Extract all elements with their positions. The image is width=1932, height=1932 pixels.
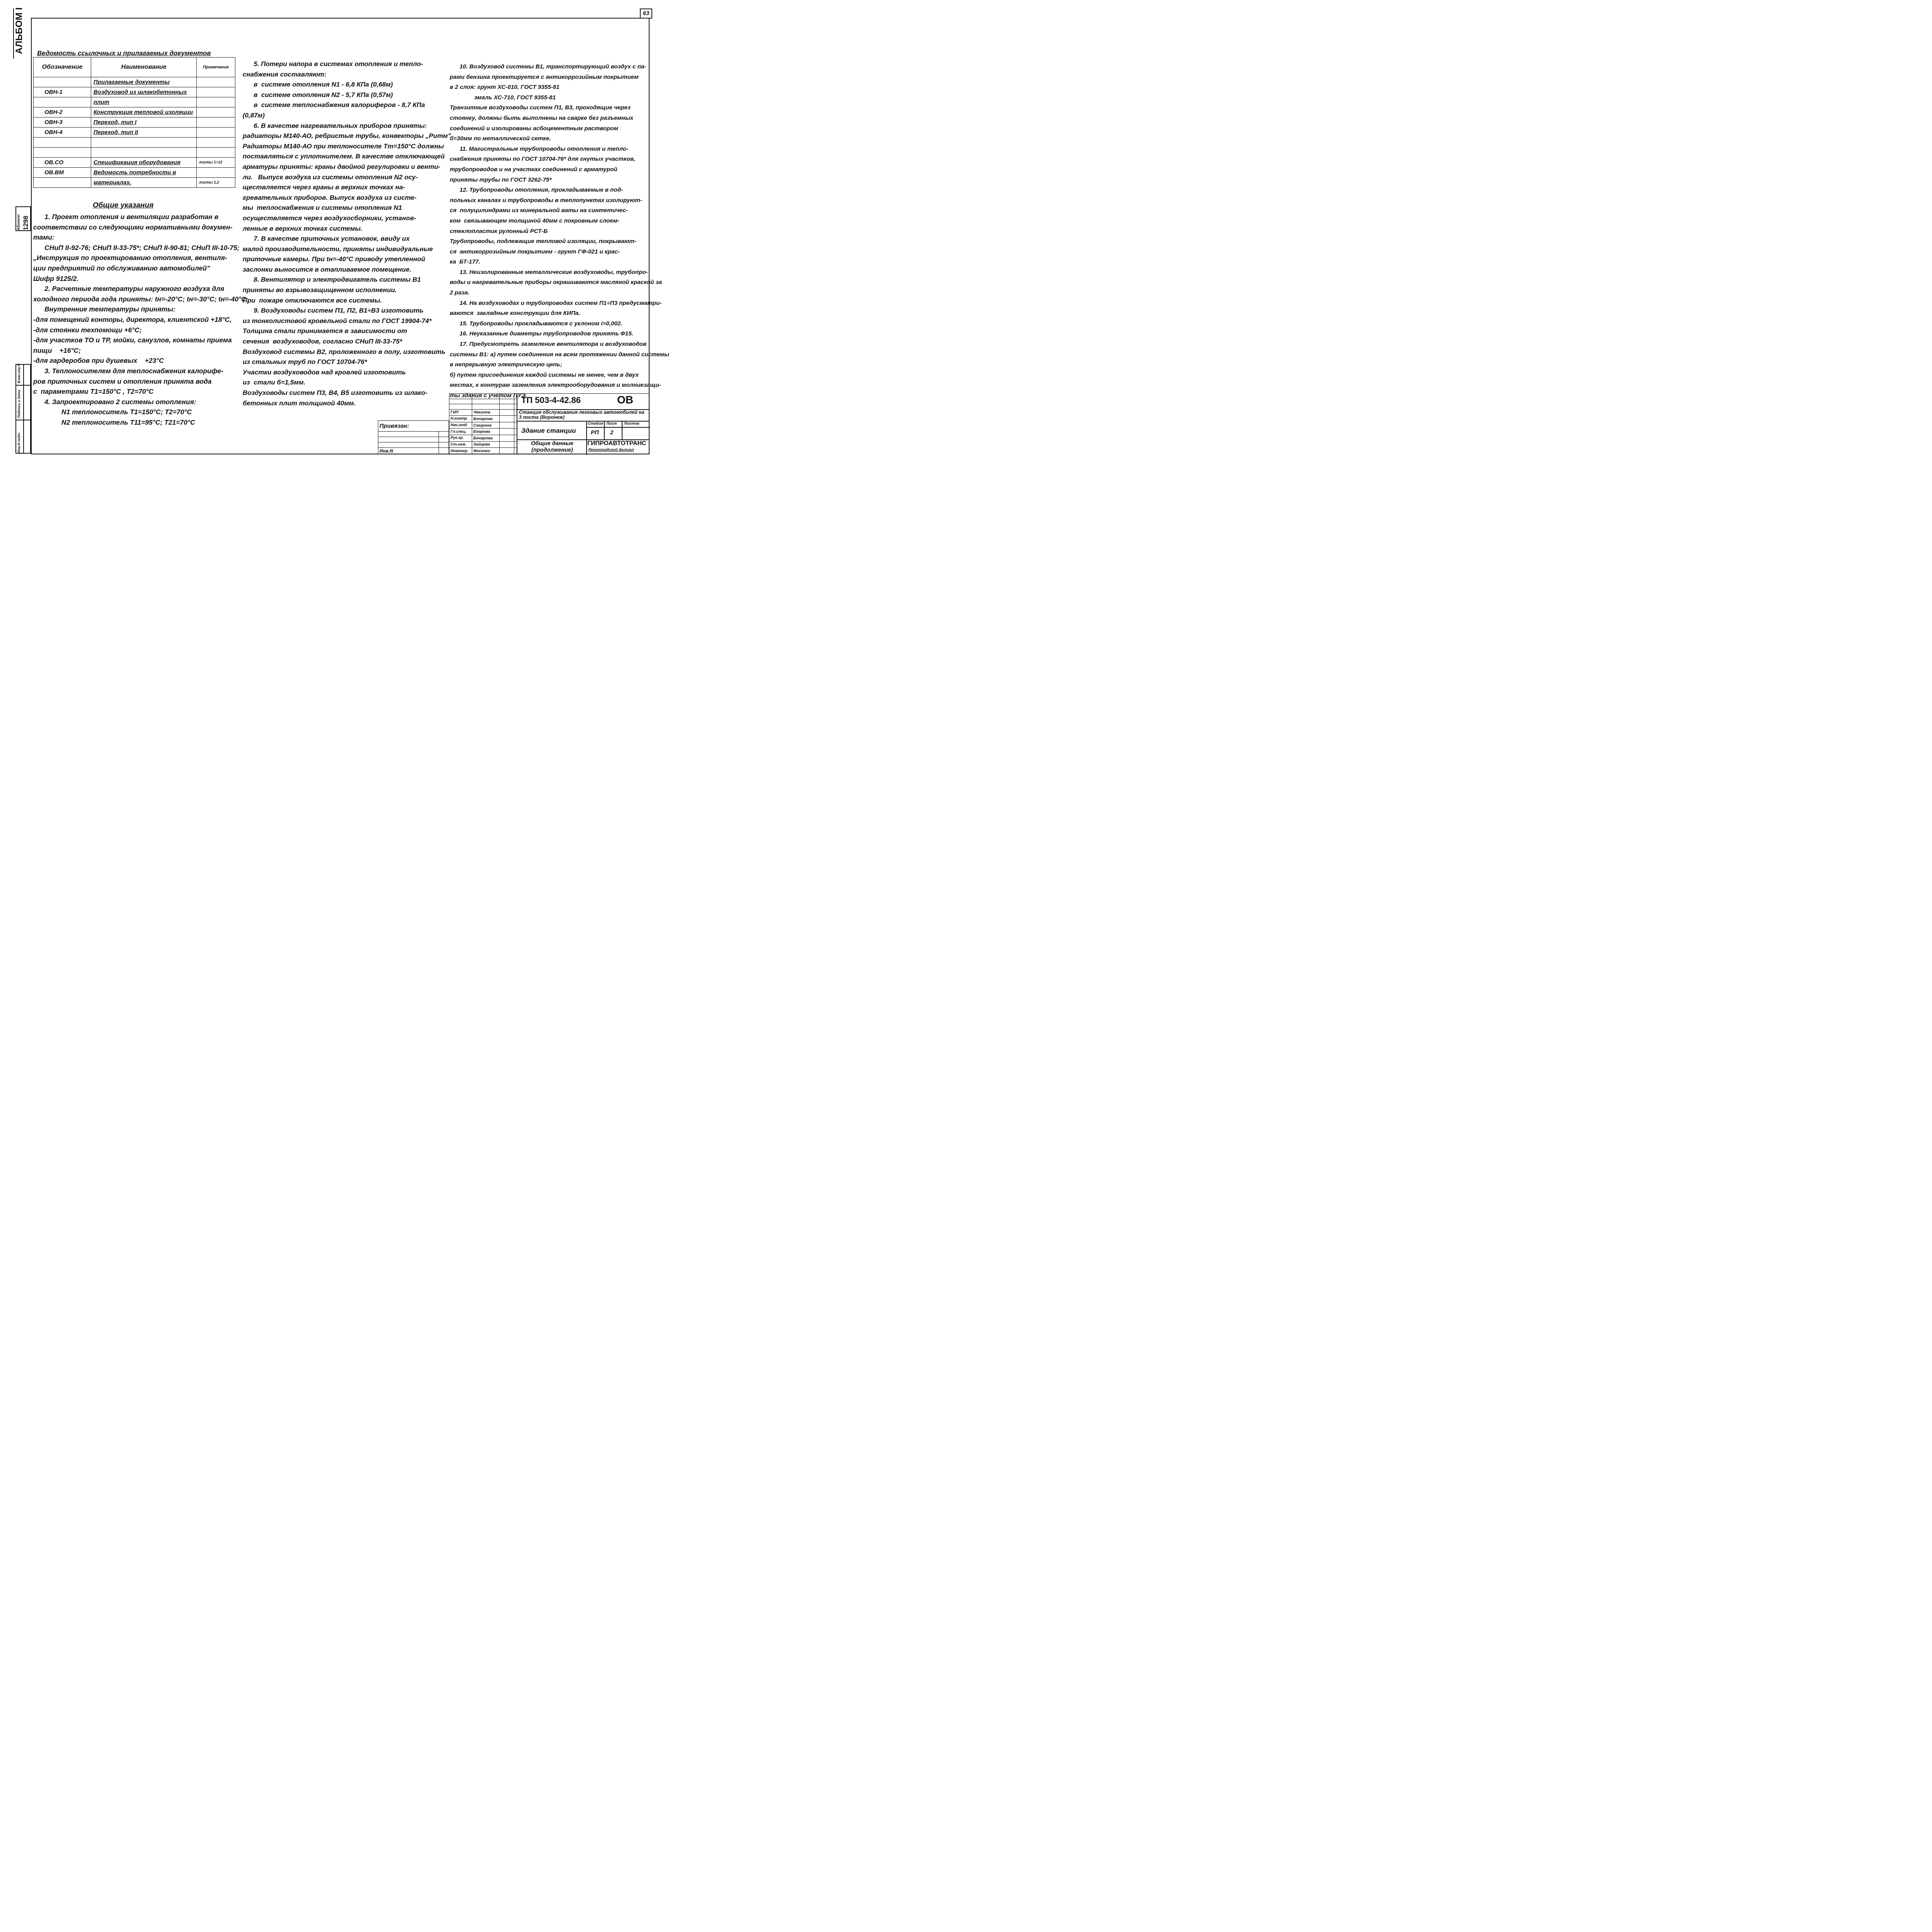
- text-line: 7. В качестве приточных установок, ввиду их: [243, 235, 410, 243]
- ref-cell-name: плит: [91, 97, 197, 107]
- ref-cell-note: [197, 77, 235, 87]
- text-line: СНиП II-92-76; СНиП II-33-75*; СНиП II-90-81; СНиП III-10-75;: [33, 243, 240, 252]
- abonent-stamp: [15, 206, 31, 231]
- org-sub: Ленинградский филиал: [588, 448, 634, 452]
- rule-vertical: [586, 421, 587, 455]
- ref-cell-code: ОВ.СО: [34, 158, 91, 168]
- text-line: „Инструкция по проектированию отопления, вентиля-: [33, 254, 227, 262]
- table-row: [34, 107, 235, 117]
- text-line: ся антикоррозийным покрытием - грунт ГФ-021 и крас-: [450, 248, 620, 255]
- signature-row: [449, 429, 517, 435]
- text-line: в системе отопления N1 - 6,8 КПа (0,68м): [243, 81, 393, 88]
- ref-cell-note: [197, 138, 235, 148]
- document-code: ТП 503-4-42.86: [521, 395, 581, 405]
- date-cell: [514, 435, 517, 442]
- text-line: рами бензина проектируется с антикоррозийным покрытием: [450, 73, 639, 80]
- text-line: системы В1: а) путем соединения на всем протяжении данной системы: [450, 351, 669, 358]
- signature-row: [449, 422, 517, 429]
- ref-table-title: Ведомость ссылочных и прилагаемых документов: [37, 49, 211, 57]
- table-row: [34, 97, 235, 107]
- text-line: холодного периода года приняты: tн=-20°С; tн=-30°С; tн=-40°С: [33, 295, 246, 303]
- text-line: трубопроводов и на участках соединений с арматурой: [450, 166, 617, 173]
- table-row: [34, 178, 235, 188]
- date-cell: [514, 441, 517, 448]
- text-line: 13. Неизолированные металлические воздуховоды, трубопро-: [450, 269, 648, 276]
- text-line: Воздуховоды систем П3, В4, В5 изготовить из шлако-: [243, 389, 427, 396]
- text-line: с параметрами Т1=150°С , Т2=70°С: [33, 388, 154, 396]
- text-line: 15. Трубопроводы прокладываются с уклоном i=0,002.: [450, 320, 622, 327]
- text-line: снабжения составляют:: [243, 70, 327, 78]
- text-line: стоянку, должны быть выполнены на сварке без разъемных: [450, 114, 634, 121]
- text-line: -для гардеробов при душевых +23°С: [33, 357, 164, 365]
- ref-cell-code: [34, 97, 91, 107]
- text-line: 3. Теплоносителем для теплоснабжения калорифе-: [33, 367, 224, 375]
- text-line: 8. Вентилятор и электродвигатель системы В1: [243, 276, 421, 284]
- table-row: [34, 128, 235, 138]
- page-number-box: 63: [640, 9, 652, 19]
- stamp-inv-label: Инв.N подл.: [17, 432, 21, 453]
- abonent-number: 1298: [22, 216, 29, 230]
- text-column-3: [450, 62, 669, 401]
- stage-value: РП: [591, 429, 599, 436]
- text-line: мы теплоснабжения и системы отопления N1: [243, 204, 402, 212]
- text-line: Шифр 9125/2.: [33, 274, 79, 282]
- table-row: [34, 77, 235, 87]
- text-line: ваются закладные конструкции для КИПа.: [450, 310, 580, 317]
- text-line: соединений и изолированы асбоцементным раствором: [450, 125, 618, 132]
- inv-label: Инв.N: [378, 448, 439, 454]
- text-line: Воздуховод системы В2, проложенного в полу, изготовить: [243, 348, 446, 355]
- role-label: Нач.отд.: [449, 422, 472, 429]
- signature-cell: [499, 422, 514, 429]
- ref-cell-code: ОВ.ВМ: [34, 168, 91, 178]
- text-line: Участки воздуховодов над кровлей изготовить: [243, 368, 406, 376]
- privyazan-table: [378, 420, 449, 454]
- role-label: ГИП: [449, 409, 472, 416]
- role-person: Бочарова: [472, 435, 499, 442]
- sheet-mark: ОВ: [617, 394, 633, 406]
- signature-row: [449, 435, 517, 442]
- privyazan-label: Привязан:: [378, 421, 449, 432]
- ref-cell-code: ОВН-1: [34, 87, 91, 97]
- stamp-replace-label: Взам.инв.N: [17, 364, 21, 383]
- text-line: гревательных приборов. Выпуск воздуха из систе-: [243, 194, 417, 201]
- ref-cell-name: материалах.: [91, 178, 197, 188]
- ref-cell-name: Переход, тип II: [91, 128, 197, 138]
- stage-label: Стадия: [588, 422, 603, 426]
- role-label: Гл.спец.: [449, 429, 472, 435]
- sheets-label: Листов: [624, 422, 639, 426]
- role-person: Смирнов: [472, 422, 499, 429]
- text-line: ществляется через краны в верхних точках на-: [243, 184, 405, 191]
- text-line: 16. Неуказанные диаметры трубопроводов принять Ф15.: [450, 330, 633, 337]
- table-row: [34, 117, 235, 128]
- sheet-value: 2: [610, 429, 614, 436]
- text-line: -для помещений конторы, директора, клиентской +18°С,: [33, 315, 232, 323]
- text-line: -для стоянки техпомощи +6°С;: [33, 326, 142, 334]
- text-line: б) путем присоединения каждой системы не менее, чем в двух: [450, 371, 639, 378]
- text-line: приняты трубы по ГОСТ 3262-75*: [450, 176, 552, 183]
- text-line: ком связывающем толщиной 40мм с покровным слоем-: [450, 217, 619, 224]
- ref-header-name: Наименование: [91, 58, 197, 77]
- role-person: Зайцева: [472, 441, 499, 448]
- text-line: ли. Выпуск воздуха из системы отопления N2 осу-: [243, 173, 418, 181]
- role-person: Егорова: [472, 429, 499, 435]
- text-line: приточные камеры. При tн=-40°С приводу утепленной: [243, 255, 425, 263]
- table-row: [34, 138, 235, 148]
- sheet-label: Лист: [606, 422, 617, 426]
- signature-row: [449, 441, 517, 448]
- text-line: радиаторы М140-АО, ребристые трубы, конвекторы „Ритм": [243, 132, 451, 140]
- ref-cell-name: Переход, тип I: [91, 117, 197, 128]
- text-line: стеклопластик рулонный РСТ-Б: [450, 228, 548, 235]
- text-line: воды и нагревательные приборы окрашиваются масляной краской за: [450, 279, 662, 286]
- text-line: из стали б=1,5мм.: [243, 379, 306, 386]
- ref-header-code: Обозначение: [34, 58, 91, 77]
- project-name: Станция обслуживания легковых автомобилей на 3 поста (Воронеж): [519, 410, 645, 420]
- ref-cell-name: Конструкция тепловой изоляции: [91, 107, 197, 117]
- album-tick: [13, 9, 14, 59]
- ref-cell-name: Спецификация оборудования: [91, 158, 197, 168]
- date-cell: [514, 409, 517, 416]
- text-column-2: [243, 59, 451, 408]
- ref-cell-code: [34, 77, 91, 87]
- text-line: 6. В качестве нагревательных приборов приняты:: [243, 122, 427, 129]
- text-line: эмаль ХС-710, ГОСТ 9355-81: [450, 94, 556, 101]
- text-line: в системе отопления N2 - 5,7 КПа (0,57м): [243, 91, 393, 99]
- text-line: осуществляется через воздухосборники, установ-: [243, 214, 416, 222]
- ref-cell-code: ОВН-4: [34, 128, 91, 138]
- text-line: 5. Потери напора в системах отопления и тепло-: [243, 60, 423, 68]
- role-label: Рук.гр.: [449, 435, 472, 442]
- text-line: 2. Расчетные температуры наружного воздуха для: [33, 285, 224, 293]
- text-line: N2 теплоноситель Т11=95°С; Т21=70°С: [33, 418, 195, 426]
- text-line: -для участков ТО и ТР, мойки, санузлов, комнаты приема: [33, 336, 232, 344]
- ref-cell-name: [91, 138, 197, 148]
- signature-table: [449, 393, 517, 454]
- text-column-1: [33, 212, 246, 427]
- text-line: малой производительности, приняты индивидуальные: [243, 245, 433, 253]
- text-line: N1 теплоноситель Т1=150°С; Т2=70°С: [33, 408, 192, 416]
- ref-cell-note: листы 1,2: [197, 178, 235, 188]
- ref-header-note: Примечание: [197, 58, 235, 77]
- ref-cell-note: [197, 97, 235, 107]
- text-line: ка БТ-177.: [450, 259, 480, 265]
- text-line: заслонки выносится в отапливаемое помещение.: [243, 265, 412, 273]
- org-name: ГИПРОАВТОТРАНС: [587, 440, 646, 447]
- text-line: б=30мм по металлической сетке.: [450, 135, 551, 142]
- date-cell: [514, 448, 517, 454]
- date-cell: [514, 416, 517, 422]
- ref-cell-code: [34, 138, 91, 148]
- text-line: ленные в верхних точках системы.: [243, 224, 362, 232]
- ref-cell-note: [197, 107, 235, 117]
- text-line: в 2 слоя: грунт ХС-010, ГОСТ 9355-81: [450, 84, 560, 91]
- text-line: 11. Магистральные трубопроводы отопления и тепло-: [450, 145, 629, 152]
- text-line: Трубопроводы, подлежащие тепловой изоляции, покрывают-: [450, 238, 637, 245]
- role-person: Бочарова: [472, 416, 499, 422]
- text-line: Транзитные воздуховоды систем П1, В3, проходящие через: [450, 104, 631, 111]
- text-line: При пожаре отключаются все системы.: [243, 296, 382, 304]
- ref-cell-note: [197, 148, 235, 158]
- signature-cell: [499, 409, 514, 416]
- role-person: Чекалов: [472, 409, 499, 416]
- album-label: АЛЬБОМ I: [14, 7, 24, 54]
- role-label: Инженер: [449, 448, 472, 454]
- text-line: арматуры приняты: краны двойной регулировки и венти-: [243, 163, 440, 170]
- text-line: Толщина стали принимается в зависимости от: [243, 327, 407, 335]
- table-row: [34, 148, 235, 158]
- text-line: ции предприятий по обслуживанию автомобилей": [33, 264, 210, 272]
- building-name: Здание станции: [521, 427, 576, 434]
- rule: [586, 427, 650, 428]
- signature-cell: [499, 441, 514, 448]
- text-line: 14. На воздуховодах и трубопроводах систем П1÷П3 предусматри-: [450, 299, 662, 306]
- signature-row: [449, 409, 517, 416]
- ref-table: [33, 57, 235, 188]
- text-line: 9. Воздуховоды систем П1, П2, В1÷В3 изготовить: [243, 307, 423, 315]
- side-stamp-rule: [16, 385, 30, 386]
- text-line: 10. Воздуховод системы В1, транспортирующий воздух с па-: [450, 63, 646, 70]
- text-line: в системе теплоснабжения калориферов - 8,7 КПа: [243, 101, 425, 109]
- title-block: [378, 393, 650, 454]
- role-label: Н.контр.: [449, 416, 472, 422]
- ref-cell-note: [197, 117, 235, 128]
- table-row: [34, 168, 235, 178]
- ref-cell-name: [91, 148, 197, 158]
- side-stamp-divider: [23, 365, 24, 453]
- text-line: местах, к контурам заземления электрооборудования и молниезащи-: [450, 382, 661, 389]
- signature-row: [449, 448, 517, 454]
- signature-row: [449, 416, 517, 422]
- signature-cell: [499, 448, 514, 454]
- text-line: ся полуцилиндрами из минеральной ваты на синтетичес-: [450, 207, 628, 214]
- text-line: 17. Предусмотреть заземление вентилятора и воздуховодов: [450, 341, 646, 348]
- date-cell: [514, 429, 517, 435]
- text-line: 4. Запроектировано 2 системы отопления:: [33, 398, 196, 406]
- ref-cell-note: [197, 168, 235, 178]
- text-line: 2 раза.: [450, 289, 469, 296]
- text-line: поставляться с уплотнителем. В качестве отключающей: [243, 153, 445, 160]
- text-line: сечения воздуховодов, согласно СНиП III-33-75*: [243, 338, 402, 345]
- sheet-title: Общие данные (продолжение): [531, 440, 573, 453]
- text-line: тами:: [33, 233, 54, 242]
- text-line: 1. Проект отопления и вентиляции разработан в: [33, 213, 219, 221]
- text-line: ты здания с учетом ПУЭ.: [450, 392, 527, 399]
- text-line: ров приточных систем и отопления принята вода: [33, 377, 212, 385]
- ref-cell-name: Воздуховод из шлакобетонных: [91, 87, 197, 97]
- abonent-label: Абонент: [17, 214, 21, 230]
- title-right: [517, 393, 650, 454]
- text-line: Внутренние температуры приняты:: [33, 305, 176, 313]
- ref-cell-note: [197, 128, 235, 138]
- signature-cell: [499, 429, 514, 435]
- table-row: [34, 87, 235, 97]
- text-line: пищи +16°С;: [33, 346, 81, 354]
- table-row: [34, 158, 235, 168]
- text-line: 12. Трубопроводы отопления, прокладываемые в под-: [450, 187, 623, 194]
- text-line: в непрерывную электрическую цепь;: [450, 361, 562, 368]
- signature-cell: [499, 416, 514, 422]
- text-line: приняты во взрывозащищенном исполнении.: [243, 286, 397, 294]
- ref-cell-code: ОВН-2: [34, 107, 91, 117]
- ref-cell-note: листы 1÷12: [197, 158, 235, 168]
- text-line: соответствии со следующими нормативными докумен-: [33, 223, 233, 231]
- general-title: Общие указания: [93, 201, 154, 209]
- stamp-sign-label: Подпись и дата: [17, 390, 21, 418]
- text-line: из тонколистовой кровельной стали по ГОСТ 19904-74*: [243, 317, 432, 325]
- role-label: Ст.инж.: [449, 441, 472, 448]
- ref-cell-code: [34, 148, 91, 158]
- ref-cell-code: [34, 178, 91, 188]
- signature-cell: [499, 435, 514, 442]
- text-line: (0,87м): [243, 111, 265, 119]
- ref-cell-name: Прилагаемые документы: [91, 77, 197, 87]
- text-line: снабжения приняты по ГОСТ 10704-76* для гнутых участков,: [450, 156, 635, 163]
- ref-cell-name: Ведомость потребности в: [91, 168, 197, 178]
- ref-cell-code: ОВН-3: [34, 117, 91, 128]
- side-stamp: [15, 364, 31, 454]
- role-person: Фесенко: [472, 448, 499, 454]
- text-line: Радиаторы М140-АО при теплоносителе Тт=150°С должны: [243, 142, 444, 150]
- date-cell: [514, 422, 517, 429]
- ref-cell-note: [197, 87, 235, 97]
- rule-vertical: [604, 421, 605, 439]
- text-line: польных каналах и трубопроводы в теплопунктах изолируют-: [450, 197, 643, 204]
- text-line: бетонных плит толщиной 40мм.: [243, 399, 356, 407]
- text-line: из стальных труб по ГОСТ 10704-76*: [243, 358, 367, 366]
